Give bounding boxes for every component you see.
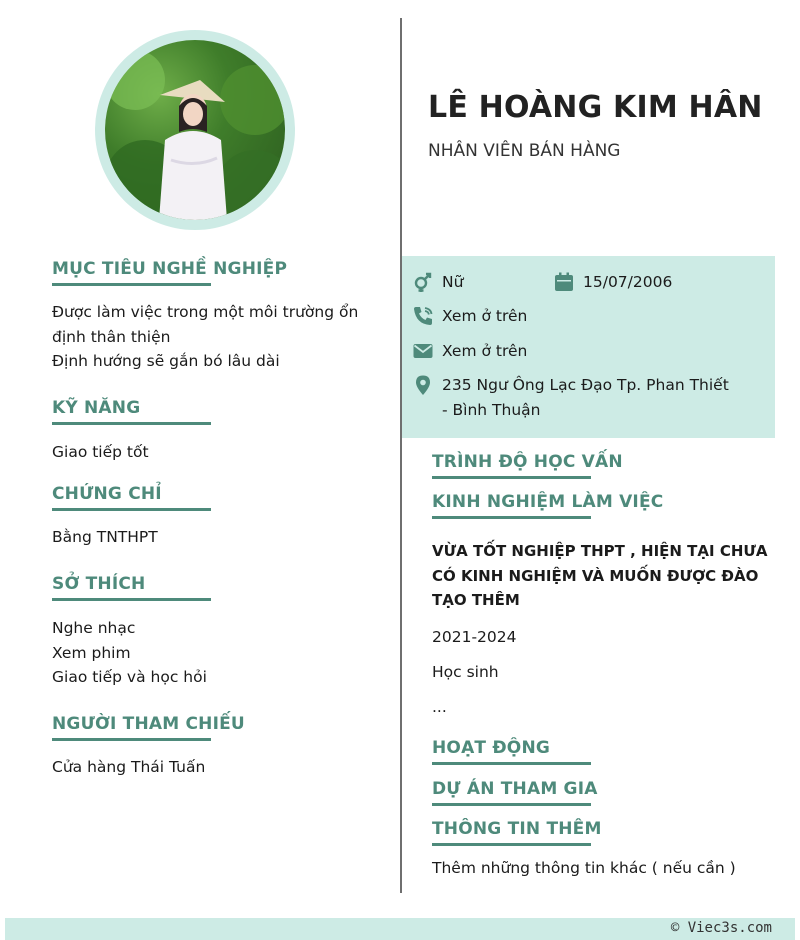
objective-line: Được làm việc trong một môi trường ổn <box>52 303 359 321</box>
projects-title: DỰ ÁN THAM GIA <box>432 779 598 799</box>
activities-title: HOẠT ĐỘNG <box>432 738 551 758</box>
objective-underline <box>52 283 211 286</box>
footer-credit: © Viec3s.com <box>670 920 772 936</box>
reference-underline <box>52 738 211 741</box>
hobby-item: Giao tiếp và học hỏi <box>52 668 207 686</box>
education-underline <box>432 476 591 479</box>
phone-value: Xem ở trên <box>442 307 528 325</box>
address-row <box>412 374 729 422</box>
objective-line: Định hướng sẽ gắn bó lâu dài <box>52 352 280 370</box>
experience-line: TẠO THÊM <box>432 591 520 609</box>
projects-underline <box>432 803 591 806</box>
reference-text <box>52 755 205 780</box>
objective-text <box>52 300 358 374</box>
reference-item: Cửa hàng Thái Tuấn <box>52 758 206 776</box>
certs-text <box>52 525 158 550</box>
hobbies-underline <box>52 598 211 601</box>
extra-info-title: THÔNG TIN THÊM <box>432 819 602 839</box>
hobby-item: Nghe nhạc <box>52 619 136 637</box>
email-row <box>412 340 527 362</box>
extra-info-text: Thêm những thông tin khác ( nếu cần ) <box>432 859 736 877</box>
experience-line: VỪA TỐT NGHIỆP THPT , HIỆN TẠI CHƯA <box>432 542 768 560</box>
avatar <box>95 30 295 230</box>
calendar-icon <box>553 271 575 293</box>
experience-underline <box>432 516 591 519</box>
skill-item: Giao tiếp tốt <box>52 443 149 461</box>
birthdate-row <box>553 271 672 293</box>
hobbies-text <box>52 616 207 690</box>
phone-icon <box>412 305 434 327</box>
objective-title: MỤC TIÊU NGHỀ NGHIỆP <box>52 259 288 279</box>
skills-text <box>52 440 149 465</box>
skills-underline <box>52 422 211 425</box>
avatar-photo <box>105 40 285 220</box>
experience-title: KINH NGHIỆM LÀM VIỆC <box>432 492 664 512</box>
experience-more: ... <box>432 698 447 716</box>
address-value <box>442 373 729 422</box>
gender-value: Nữ <box>442 273 464 291</box>
experience-summary <box>432 539 768 613</box>
skills-title: KỸ NĂNG <box>52 398 141 418</box>
extra-info-underline <box>432 843 591 846</box>
location-icon <box>412 374 434 396</box>
portrait-image <box>105 40 285 220</box>
birthdate-value: 15/07/2006 <box>583 273 673 291</box>
education-title: TRÌNH ĐỘ HỌC VẤN <box>432 452 623 472</box>
certs-title: CHỨNG CHỈ <box>52 484 162 504</box>
gender-icon <box>412 271 434 293</box>
hobby-item: Xem phim <box>52 643 131 662</box>
column-divider <box>400 18 402 893</box>
email-icon <box>412 340 434 362</box>
cert-item: Bằng TNTHPT <box>52 528 158 546</box>
certs-underline <box>52 508 211 511</box>
hobbies-title: SỞ THÍCH <box>52 574 146 594</box>
reference-title: NGƯỜI THAM CHIẾU <box>52 714 245 734</box>
experience-line: CÓ KINH NGHIỆM VÀ MUỐN ĐƯỢC ĐÀO <box>432 566 759 585</box>
email-value: Xem ở trên <box>442 342 528 360</box>
address-line: - Bình Thuận <box>442 400 541 419</box>
full-name: LÊ HOÀNG KIM HÂN <box>428 90 763 125</box>
phone-row <box>412 305 527 327</box>
activities-underline <box>432 762 591 765</box>
experience-position: Học sinh <box>432 663 499 681</box>
objective-line: định thân thiện <box>52 327 171 346</box>
job-title: NHÂN VIÊN BÁN HÀNG <box>428 141 621 161</box>
experience-period: 2021-2024 <box>432 628 517 646</box>
address-line: 235 Ngư Ông Lạc Đạo Tp. Phan Thiết <box>442 376 729 394</box>
gender-row <box>412 271 463 293</box>
